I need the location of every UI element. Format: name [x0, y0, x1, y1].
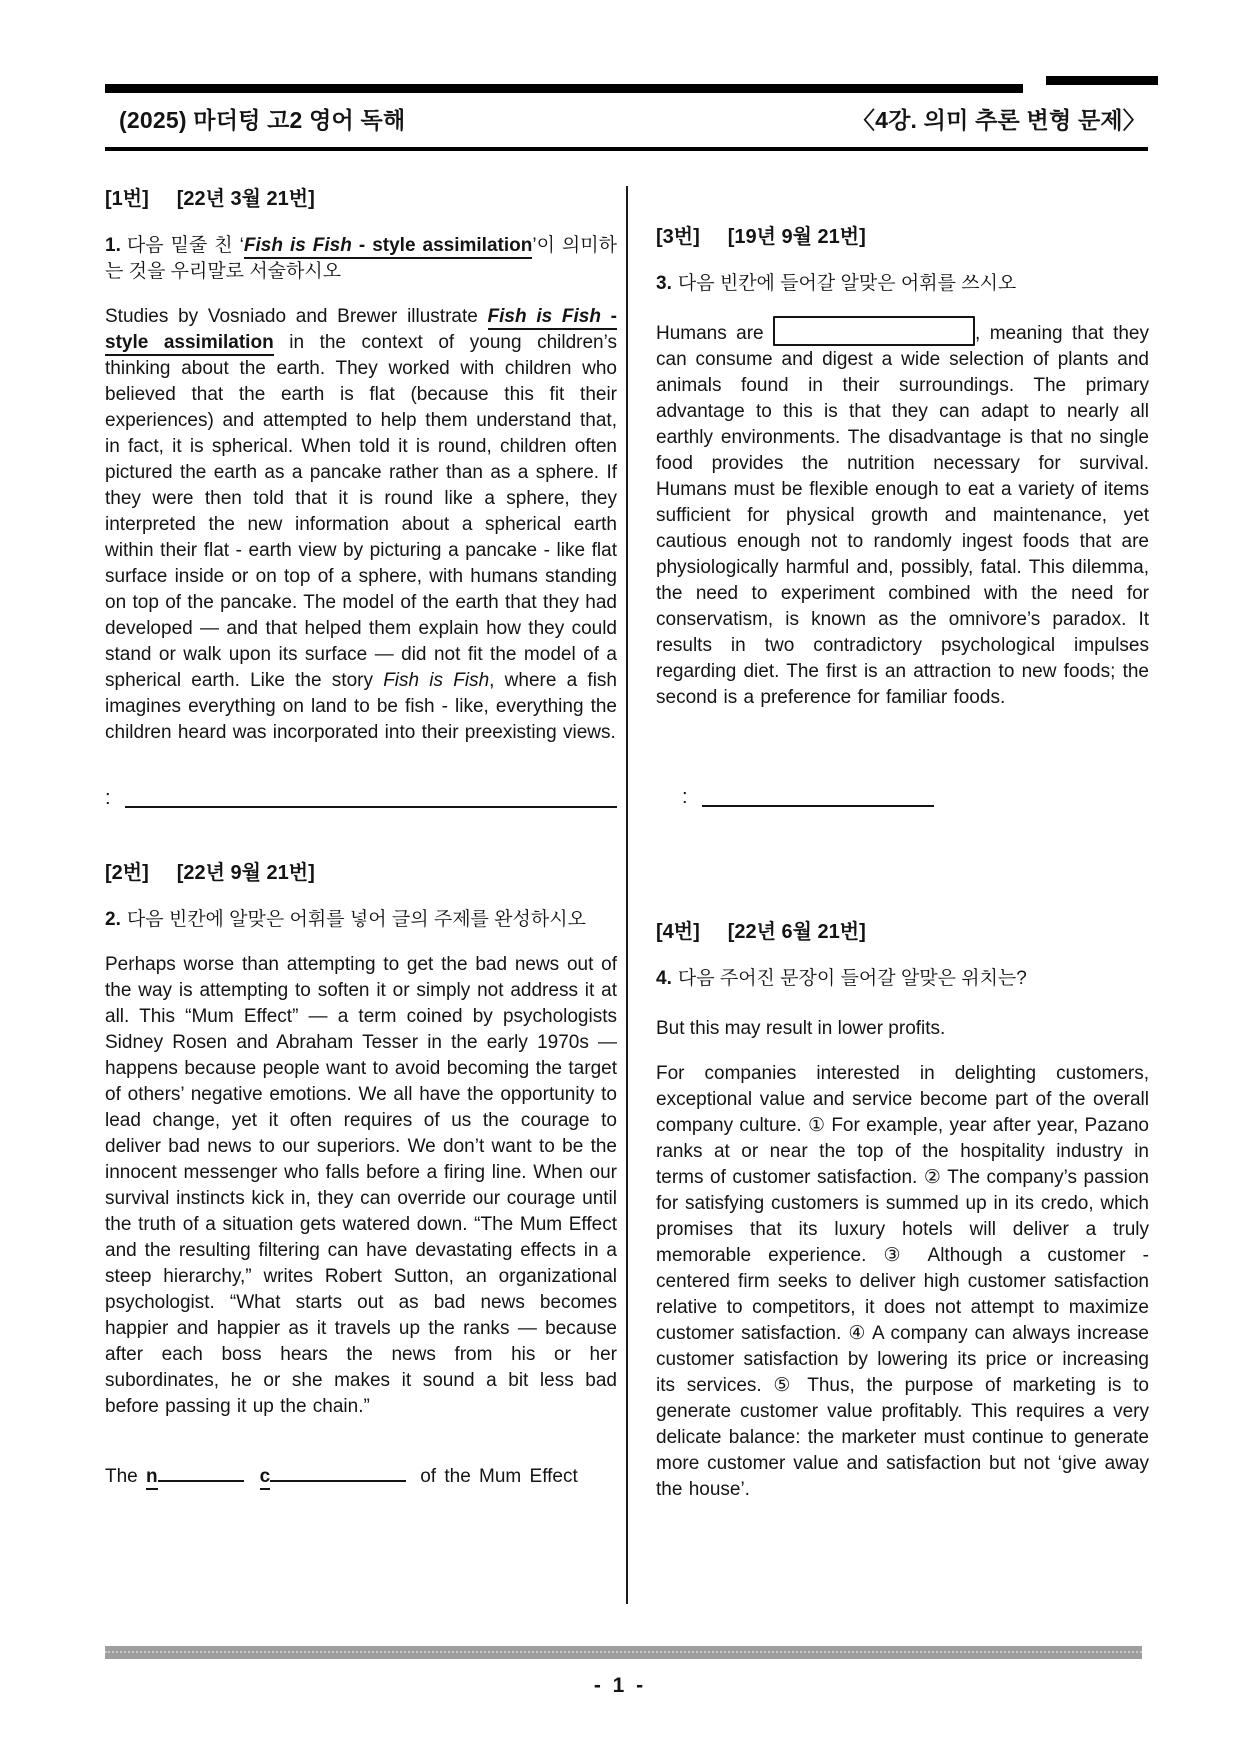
question-3-header [656, 224, 1149, 250]
question-4-passage: For companies interested in delighting customers, exceptional value and service become part of the overall company culture. ① For example, year after year, Pazano ranks at or near the top of the hospitality industry in terms of customer satisfaction. ② The company’s passion for satisfying customers is summed up in its credo, which promises that its luxury hotels will deliver a truly memorable experience. ③ Although a customer - centered firm seeks to deliver high customer satisfaction relative to competitors, it does not attempt to maximize customer satisfaction. ④ A company can always increase customer satisfaction by lowering its price or increasing its services. ⑤ Thus, the purpose of marketing is to generate customer value profitably. This requires a very delicate balance: the marketer must continue to generate more customer value and satisfaction but not ‘give away the house’. [656, 1063, 1149, 1500]
question-4-tag: [4번] [656, 921, 700, 943]
answer-colon: : [105, 787, 111, 809]
question-2-topic-completion: The n c of the Mum Effect [105, 1464, 617, 1490]
content-columns [105, 186, 1149, 1604]
footer-bar [105, 1646, 1142, 1659]
question-3-source: [19년 9월 21번] [727, 226, 866, 248]
answer-rule [702, 789, 934, 807]
question-3-prompt: 3. 다음 빈칸에 들어갈 알맞은 어휘를 쓰시오 [656, 273, 1017, 294]
question-2-tag: [2번] [105, 862, 149, 884]
question-2-passage: Perhaps worse than attempting to get the bad news out of the way is attempting to soften it or simply not address it at all. This “Mum Effect” — a term coined by psychologists Sidney Rosen and Abraham Tesser in the early 1970s — happens because people want to avoid becoming the target of others’ negative emotions. We all have the opportunity to lead change, yet it often requires of us the courage to deliver bad news to our superiors. We don’t want to be the innocent messenger who falls before a firing line. When our survival instincts kick in, they can override our courage until the truth of a situation gets watered down. “The Mum Effect and the resulting filtering can have devastating effects in a steep hierarchy,” writes Robert Sutton, an organizational psychologist. “What starts out as bad news becomes happier and happier as it travels up the ranks — because after each boss hears the news from his or her subordinates, he or she makes it sound a bit less bad before passing it up the chain.” [105, 954, 617, 1417]
question-block-2 [105, 860, 617, 1490]
question-1-number: 1. [105, 235, 121, 256]
question-4-header [656, 919, 1149, 945]
page-header [105, 76, 1148, 151]
column-left [105, 186, 617, 1604]
question-2-header [105, 860, 617, 886]
question-3-number: 3. [656, 273, 672, 294]
column-right [656, 186, 1149, 1604]
question-1-passage: Studies by Vosniado and Brewer illustrate Fish is Fish - style assimilation in the context of young children’s thinking about the earth. They worked with children who believed that the earth is flat (because this fit their experiences) and attempted to help them understand that, in fact, it is spherical. When told it is round, children often pictured the earth as a pancake rather than as a sphere. If they were then told that it is round like a sphere, they interpreted the new information about a spherical earth within their flat - earth view by picturing a pancake - like flat surface inside or on top of a sphere, with humans standing on top of the pancake. The model of the earth that they had developed — and that helped them explain how they could stand or walk upon its surface — did not fit the model of a spherical earth. Like the story Fish is Fish, where a fish imagines everything on land to be fish - like, everything the children heard was incorporated into their preexisting views. [105, 306, 617, 743]
question-1-tag: [1번] [105, 188, 149, 210]
question-2-number: 2. [105, 909, 121, 930]
question-3-tag: [3번] [656, 226, 700, 248]
question-4-given-sentence: But this may result in lower profits. [656, 1018, 946, 1039]
chapter-title: 〈4강. 의미 추론 변형 문제〉 [851, 107, 1146, 133]
question-block-3 [656, 224, 1149, 807]
question-1-answer-blank [105, 788, 617, 808]
question-1-source: [22년 3월 21번] [176, 188, 315, 210]
question-1-prompt: 1. 다음 밑줄 친 ‘Fish is Fish - style assimilation’이 의미하는 것을 우리말로 서술하시오 [105, 235, 617, 282]
question-2-prompt: 2. 다음 빈칸에 알맞은 어휘를 넣어 글의 주제를 완성하시오 [105, 909, 586, 930]
question-4-number: 4. [656, 968, 672, 989]
question-4-source: [22년 6월 21번] [727, 921, 866, 943]
header-titles [105, 92, 1148, 151]
header-rule-top-right [1046, 76, 1158, 85]
book-title: (2025) 마더텅 고2 영어 독해 [119, 107, 406, 133]
question-block-1 [105, 186, 617, 808]
question-3-passage: Humans are , meaning that they can consume and digest a wide selection of plants and animals found in their surroundings. The primary advantage to this is that they can adapt to nearly all earthly environments. The disadvantage is that no single food provides the nutrition necessary for survival. Humans must be flexible enough to eat a variety of items sufficient for physical growth and maintenance, yet cautious enough not to randomly ingest foods that are physiologically harmful and, possibly, fatal. This dilemma, the need to experiment combined with the need for conservatism, is known as the omnivore’s paradox. It results in two contradictory psychological impulses regarding diet. The first is an attraction to new foods; the second is a preference for familiar foods. [656, 316, 1149, 711]
question-4-prompt: 4. 다음 주어진 문장이 들어갈 알맞은 위치는? [656, 968, 1027, 989]
question-3-answer-blank [656, 787, 1149, 807]
question-block-4 [656, 919, 1149, 1503]
header-rule-top [105, 76, 1148, 92]
column-divider [626, 186, 628, 1604]
question-2-source: [22년 9월 21번] [176, 862, 315, 884]
question-1-header [105, 186, 617, 212]
page-number: - 1 - [593, 1674, 647, 1697]
answer-colon: : [682, 786, 688, 808]
answer-rule [125, 790, 617, 808]
header-rule-top-main [105, 84, 1023, 93]
